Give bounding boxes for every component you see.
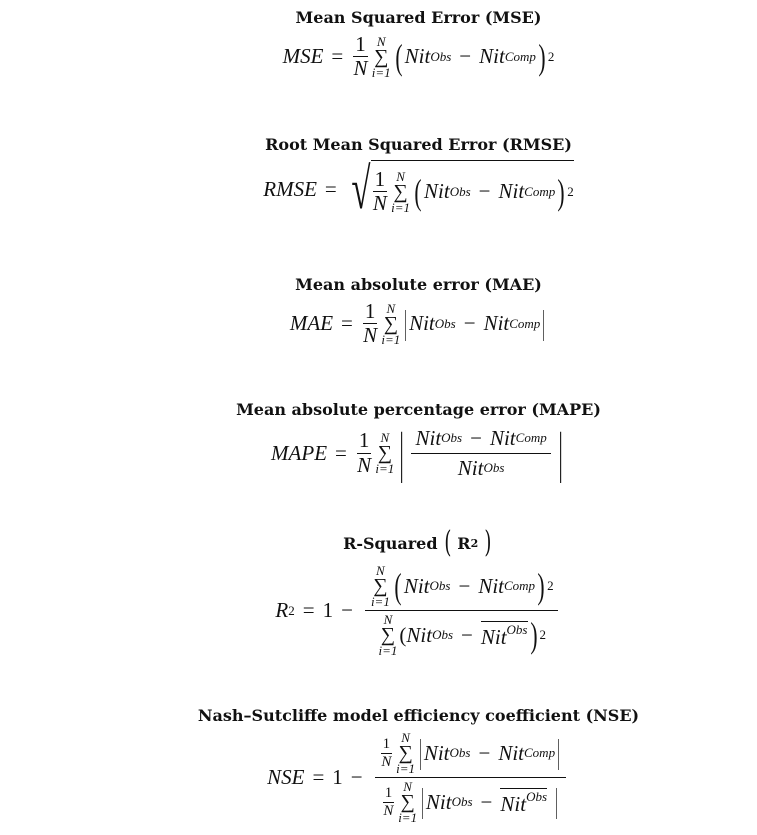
nit: Nit: [498, 740, 525, 765]
minus: −: [461, 622, 473, 647]
minus: −: [350, 765, 363, 789]
minus: −: [470, 425, 482, 450]
sum-lower: i=1: [381, 331, 401, 347]
denominator: [376, 611, 546, 657]
ratio: [365, 564, 558, 657]
lparen: (: [414, 171, 422, 212]
rmse-formula: [263, 156, 574, 221]
one-over-n: [357, 429, 372, 476]
nit: Nit: [479, 44, 505, 69]
lparen: (: [443, 525, 451, 560]
rparen: ): [484, 525, 492, 560]
sum-lower: i=1: [378, 643, 398, 658]
mape-formula: [271, 422, 566, 484]
summation: [381, 302, 400, 346]
abs-left: |: [421, 783, 424, 820]
sigma: ∑: [380, 624, 396, 646]
den: N: [353, 56, 368, 81]
mae-heading: Mean absolute error (MAE): [295, 275, 542, 294]
sum-upper: N: [403, 779, 412, 794]
mae-formula: [290, 300, 547, 347]
sum-upper: N: [396, 168, 405, 184]
obs: Obs: [506, 621, 528, 637]
summation: [372, 35, 391, 79]
obs: Obs: [449, 745, 471, 760]
sum-upper: N: [401, 730, 410, 745]
obs: Obs: [441, 430, 463, 445]
obs: Obs: [483, 460, 505, 475]
num: 1: [358, 428, 370, 453]
summation: [375, 431, 394, 475]
minus: −: [478, 740, 491, 765]
radical-icon: √: [351, 156, 371, 221]
sum-lower: i=1: [371, 64, 391, 80]
abs-right: |: [555, 783, 558, 820]
sum-lower: i=1: [391, 199, 410, 215]
lparen: (: [394, 566, 402, 606]
one: 1: [332, 765, 343, 789]
one-over-n: [373, 168, 388, 215]
nit: Nit: [423, 740, 450, 765]
one-over-n: [353, 33, 368, 80]
sqrt: [345, 156, 574, 221]
rparen: ): [538, 36, 546, 77]
minus: −: [458, 573, 471, 598]
equals: =: [302, 598, 315, 622]
nit: Nit: [415, 425, 442, 450]
mse-heading: Mean Squared Error (MSE): [295, 8, 542, 27]
rmse-heading: Root Mean Squared Error (RMSE): [265, 135, 572, 154]
nse-heading: Nash–Sutcliffe model efficiency coefficient (NSE): [197, 706, 640, 725]
num: 1: [384, 785, 393, 801]
one: 1: [322, 598, 334, 622]
den: N: [381, 753, 392, 770]
equals: =: [335, 440, 347, 465]
summation: [371, 564, 390, 608]
lhs: MSE: [282, 44, 324, 69]
lhs: NSE: [267, 765, 305, 789]
nit: Nit: [403, 573, 430, 598]
obs: Obs: [430, 48, 452, 64]
numerator: [365, 564, 558, 611]
nit: Nit: [409, 311, 435, 336]
nse-section: [40, 706, 757, 824]
den: N: [372, 191, 387, 215]
den: N: [363, 323, 378, 348]
lhs: MAPE: [271, 440, 328, 465]
nit: Nit: [406, 622, 433, 647]
comp: Comp: [524, 183, 556, 199]
sigma: ∑: [373, 575, 388, 597]
nit: Nit: [424, 179, 450, 203]
nit: Nit: [489, 425, 516, 450]
equals: =: [312, 765, 325, 789]
lhs: RMSE: [263, 176, 317, 201]
r2-title: R-Squared: [343, 533, 438, 553]
rparen: ): [557, 171, 565, 212]
obs: Obs: [451, 794, 473, 809]
r2-heading: [343, 525, 494, 560]
rmse-section: [40, 135, 757, 221]
equals: =: [331, 44, 344, 69]
sum-lower: i=1: [370, 594, 390, 609]
comp: Comp: [524, 745, 556, 760]
mape-section: [40, 400, 757, 484]
minus: −: [478, 179, 491, 203]
sum-upper: N: [376, 33, 386, 49]
mse-section: [40, 8, 757, 80]
ratio: [411, 426, 550, 481]
nse-formula: [267, 731, 570, 824]
abs-left: |: [419, 734, 422, 771]
r2-formula: [275, 564, 561, 657]
sigma: ∑: [377, 442, 392, 464]
abs-right: |: [558, 422, 563, 484]
nit: Nit: [457, 455, 484, 480]
sigma: ∑: [398, 742, 413, 764]
abs-right: |: [542, 304, 546, 342]
exp: 2: [470, 536, 479, 550]
mse-formula: [283, 33, 555, 80]
minus: −: [341, 598, 353, 622]
sum-lower: i=1: [375, 461, 395, 476]
summation: [396, 731, 415, 775]
comp: Comp: [509, 315, 541, 331]
nit: Nit: [498, 179, 525, 203]
exp: 2: [539, 627, 546, 642]
denominator: [458, 454, 505, 481]
exp: 2: [547, 48, 555, 64]
ratio: [375, 731, 566, 824]
mean-obs: [500, 788, 547, 817]
sum-upper: N: [386, 300, 396, 316]
abs-left: |: [404, 304, 408, 342]
abs-right: |: [557, 734, 560, 771]
mae-section: [40, 275, 757, 347]
equals: =: [324, 176, 337, 201]
sum-lower: i=1: [398, 810, 418, 825]
sigma: ∑: [400, 791, 415, 813]
summation: [391, 170, 410, 214]
nit: Nit: [500, 791, 527, 816]
minus: −: [463, 311, 476, 336]
r2-section: [40, 525, 757, 658]
nit: Nit: [483, 311, 510, 336]
summation: [378, 613, 397, 657]
lparen: (: [395, 36, 403, 77]
nit: Nit: [478, 573, 504, 598]
num: 1: [374, 166, 386, 191]
minus: −: [480, 789, 493, 814]
r-symbol: R: [457, 533, 471, 553]
obs: Obs: [526, 788, 548, 804]
lparen: (: [399, 622, 407, 647]
mean-obs: [481, 621, 528, 650]
exp: 2: [547, 578, 554, 593]
radicand: [371, 160, 574, 218]
den: N: [357, 452, 372, 477]
comp: Comp: [504, 48, 536, 64]
lhs: R: [275, 598, 289, 622]
sum-lower: i=1: [396, 761, 416, 776]
obs: Obs: [434, 315, 456, 331]
comp: Comp: [504, 578, 536, 593]
exp: 2: [567, 183, 574, 199]
obs: Obs: [449, 183, 471, 199]
num: 1: [355, 32, 366, 56]
rparen: ): [529, 615, 538, 655]
one-over-n: [383, 785, 395, 819]
rparen: ): [537, 566, 545, 606]
numerator: [411, 426, 550, 454]
sum-upper: N: [383, 612, 393, 627]
sigma: ∑: [383, 312, 398, 335]
sigma: ∑: [393, 180, 408, 203]
num: 1: [382, 736, 391, 752]
summation: [398, 780, 417, 824]
sum-upper: N: [380, 430, 390, 445]
num: 1: [364, 299, 376, 323]
lhs: MAE: [289, 311, 334, 336]
denominator: [381, 778, 560, 824]
one-over-n: [381, 736, 393, 770]
nit: Nit: [404, 44, 431, 69]
obs: Obs: [429, 578, 451, 593]
mape-heading: Mean absolute percentage error (MAPE): [236, 400, 601, 419]
one-over-n: [363, 300, 378, 347]
equals: =: [341, 311, 353, 336]
numerator: [375, 731, 566, 778]
sum-upper: N: [376, 563, 385, 578]
obs: Obs: [432, 627, 454, 642]
sigma: ∑: [374, 45, 389, 68]
comp: Comp: [515, 430, 547, 445]
nit: Nit: [425, 789, 452, 814]
den: N: [383, 802, 394, 819]
lhs-exp: 2: [288, 602, 295, 618]
minus: −: [459, 44, 472, 69]
nit: Nit: [480, 624, 507, 649]
abs-left: |: [399, 422, 405, 484]
